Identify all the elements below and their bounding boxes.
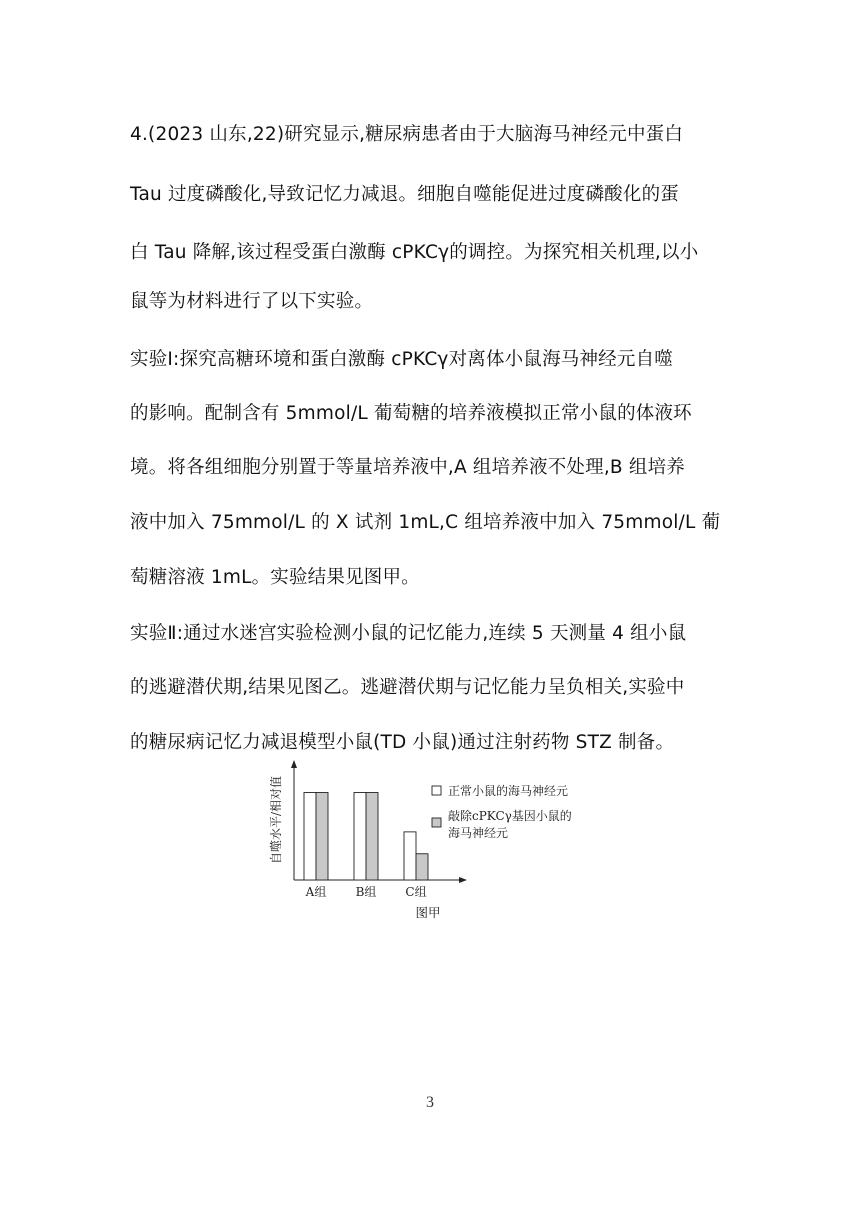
text-line: 白 Tau 降解,该过程受蛋白激酶 cPKCγ的调控。为探究相关机理,以小 (130, 242, 699, 263)
bar-B组-series-0 (354, 793, 366, 881)
text-line: 鼠等为材料进行了以下实验。 (130, 291, 374, 312)
text-line: 实验Ⅰ:探究高糖环境和蛋白激酶 cPKCγ对离体小鼠海马神经元自噬 (130, 349, 673, 370)
text-line: 的影响。配制含有 5mmol/L 葡萄糖的培养液模拟正常小鼠的体液环 (130, 403, 692, 424)
legend-swatch-knockout (432, 818, 441, 827)
text-line: 境。将各组细胞分别置于等量培养液中,A 组培养液不处理,B 组培养 (130, 457, 685, 478)
page-number: 3 (426, 1094, 434, 1111)
legend-label-knockout-1: 敲除cPKCγ基因小鼠的 (448, 809, 572, 823)
x-tick-label: C组 (405, 885, 427, 899)
text-line: 萄糖溶液 1mL。实验结果见图甲。 (130, 567, 420, 588)
text-line: 的逃避潜伏期,结果见图乙。逃避潜伏期与记忆能力呈负相关,实验中 (130, 677, 685, 698)
text-line: 液中加入 75mmol/L 的 X 试剂 1mL,C 组培养液中加入 75mmol/L 葡 (130, 512, 721, 533)
text-line: 4.(2023 山东,22)研究显示,糖尿病患者由于大脑海马神经元中蛋白 (130, 124, 684, 145)
x-tick-label: A组 (305, 885, 327, 899)
bar-chart (262, 760, 602, 930)
x-tick-label: B组 (355, 885, 377, 899)
x-axis-arrow (459, 877, 467, 883)
bar-C组-series-0 (404, 832, 416, 880)
figure-caption: 图甲 (415, 905, 441, 920)
text-line: Tau 过度磷酸化,导致记忆力减退。细胞自噬能促进过度磷酸化的蛋 (130, 184, 679, 205)
text-line: 的糖尿病记忆力减退模型小鼠(TD 小鼠)通过注射药物 STZ 制备。 (130, 732, 675, 753)
y-axis-arrow (291, 760, 297, 768)
bar-C组-series-1 (416, 854, 428, 880)
bar-A组-series-0 (304, 793, 316, 881)
legend-label-normal: 正常小鼠的海马神经元 (448, 784, 569, 798)
bar-A组-series-1 (316, 793, 328, 881)
text-line: 实验Ⅱ:通过水迷宫实验检测小鼠的记忆能力,连续 5 天测量 4 组小鼠 (130, 623, 687, 644)
y-axis-label: 自噬水平/相对值 (269, 775, 283, 865)
figure-jia (262, 760, 602, 930)
legend-swatch-normal (432, 786, 441, 795)
legend-label-knockout-2: 海马神经元 (448, 826, 509, 840)
bar-B组-series-1 (366, 793, 378, 881)
